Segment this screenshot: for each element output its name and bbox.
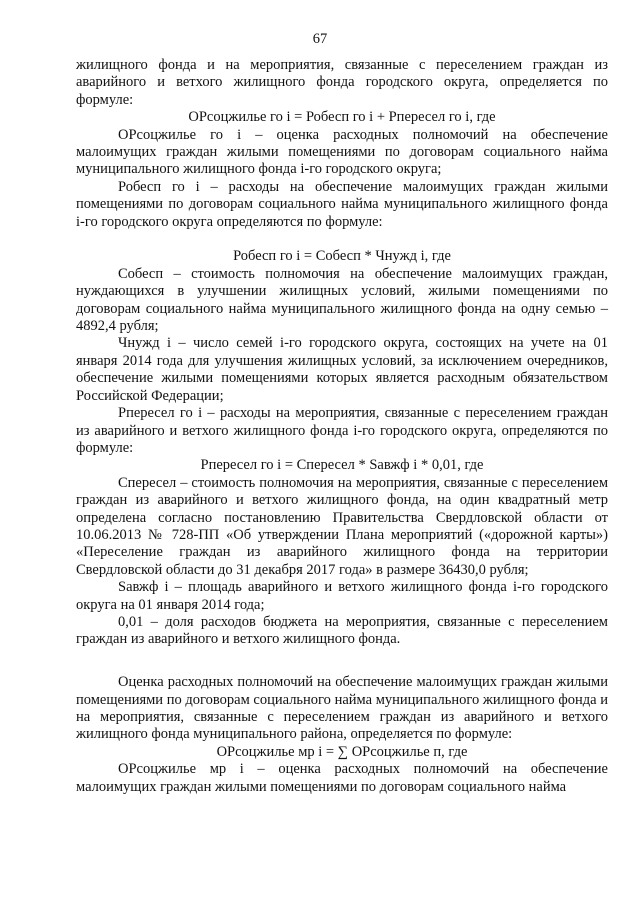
formula: Робесп го i = Собесп * Чнужд i, где (233, 248, 451, 265)
paragraph: Собесп – стоимость полномочия на обеспечение малоимущих граждан, нуждающихся в улучшении жилищных условий, жилыми помещениями по договорам социального найма муниципального жилищного фонда на одну семью – 4892,4 рубля; (76, 265, 608, 335)
paragraph: ОРсоцжилье го i – оценка расходных полномочий на обеспечение малоимущих граждан жилыми помещениями по договорам социального найма муниципального жилищного фонда i-го городского округа; (76, 126, 608, 178)
formula: Рпересел го i = Спересел * Sавжф i * 0,01, где (200, 457, 484, 474)
paragraph: Робесп го i – расходы на обеспечение малоимущих граждан жилыми помещениями по договорам социального найма муниципального жилищного фонда i-го городского округа определяются по формуле: (76, 178, 608, 230)
document-body (76, 57, 608, 796)
page-number: 67 (312, 31, 328, 47)
formula: ОРсоцжилье мр i = ∑ ОРсоцжилье п, где (216, 743, 468, 760)
blank-space (76, 666, 608, 674)
paragraph: Рпересел го i – расходы на мероприятия, связанные с переселением граждан из аварийного и ветхого жилищного фонда i-го городского округа, определяются по формуле: (76, 405, 608, 456)
paragraph: Sавжф i – площадь аварийного и ветхого жилищного фонда i-го городского округа на 01 января 2014 года; (76, 579, 608, 613)
paragraph: жилищного фонда и на мероприятия, связанные с переселением граждан из аварийного и ветхого жилищного фонда городского округа, определяется по формуле: (76, 57, 608, 108)
paragraph: Оценка расходных полномочий на обеспечение малоимущих граждан жилыми помещениями по договорам социального найма муниципального жилищного фонда и на мероприятия, связанные с переселением граждан из аварийного и ветхого жилищного фонда муниципального района, определяется по формуле: (76, 674, 608, 743)
formula: ОРсоцжилье го i = Робесп го i + Рпересел го i, где (188, 109, 496, 126)
paragraph: Спересел – стоимость полномочия на мероприятия, связанные с переселением граждан из аварийного и ветхого жилищного фонда, на один квадратный метр определена согласно постановлению Правительства Свердловской области от 10.06.2013 № 728-ПП «Об утверждении Плана мероприятий («дорожной карты») «Переселение граждан из аварийного жилищного фонда на территории Свердловской области до 31 декабря 2017 года» в размере 36430,0 рубля; (76, 474, 608, 578)
paragraph: ОРсоцжилье мр i – оценка расходных полномочий на обеспечение малоимущих граждан жилыми помещениями по договорам социального найма (76, 761, 608, 795)
paragraph: 0,01 – доля расходов бюджета на мероприятия, связанные с переселением граждан из аварийного и ветхого жилищного фонда. (76, 613, 608, 648)
paragraph: Чнужд i – число семей i-го городского округа, состоящих на учете на 01 января 2014 года для улучшения жилищных условий, за исключением очередников, обеспечение жилыми помещениями которых является расходным обязательством Российской Федерации; (76, 335, 608, 404)
blank-line (76, 649, 608, 666)
blank-line (76, 231, 608, 248)
